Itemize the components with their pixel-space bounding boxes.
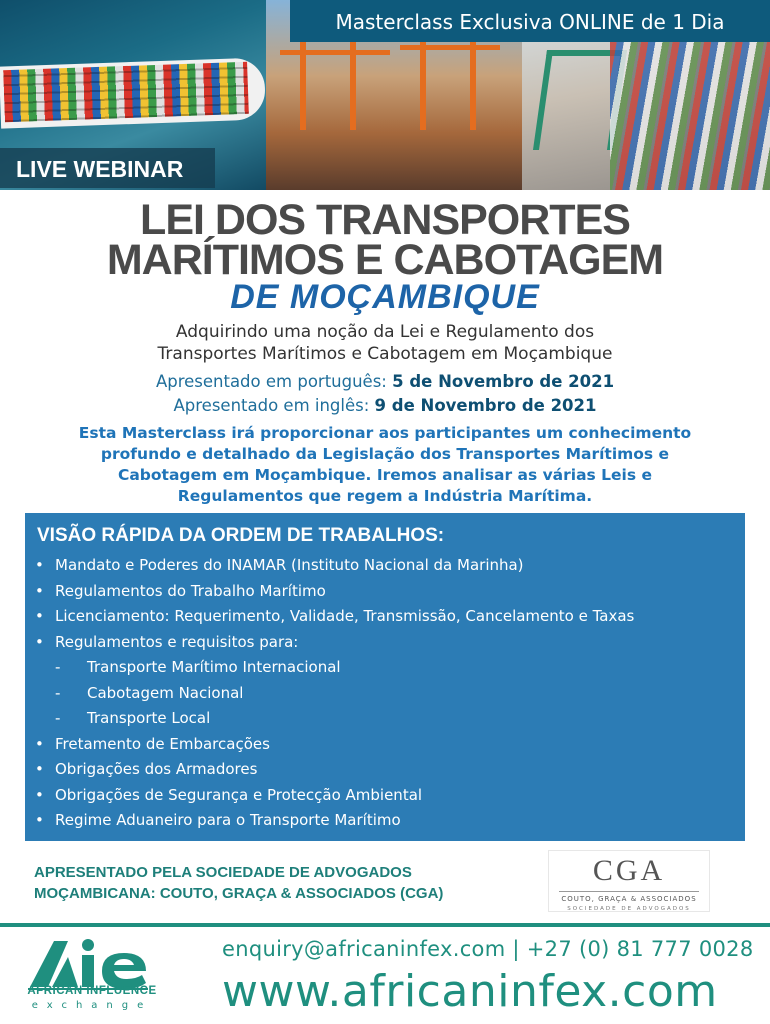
agenda-subitem: - Cabotagem Nacional bbox=[35, 681, 745, 707]
agenda-item: • Regulamentos e requisitos para: bbox=[35, 630, 745, 656]
footer-divider bbox=[0, 923, 770, 927]
website-link[interactable]: www.africaninfex.com bbox=[222, 966, 718, 1017]
agenda-item: • Obrigações dos Armadores bbox=[35, 757, 745, 783]
crane-boom bbox=[400, 45, 500, 50]
contact-info[interactable]: enquiry@africaninfex.com | +27 (0) 81 777 0028 bbox=[222, 937, 754, 961]
agenda-item: • Regulamentos do Trabalho Marítimo bbox=[35, 579, 745, 605]
agenda-item: • Obrigações de Segurança e Protecção Ambiental bbox=[35, 783, 745, 809]
aie-logo-icon bbox=[22, 935, 162, 990]
date-portuguese bbox=[0, 372, 770, 391]
container-stacks bbox=[610, 40, 770, 190]
masterclass-banner: Masterclass Exclusiva ONLINE de 1 Dia bbox=[290, 0, 770, 42]
main-title-line2: MARÍTIMOS E CABOTAGEM bbox=[106, 236, 664, 284]
presenter-credit bbox=[34, 862, 504, 904]
date-english-label: Apresentado em inglês: bbox=[173, 396, 370, 415]
main-title-line1: LEI DOS TRANSPORTES bbox=[140, 196, 630, 244]
agenda-subitem: - Transporte Marítimo Internacional bbox=[35, 655, 745, 681]
intro-line1: Adquirindo uma noção da Lei e Regulamento dos bbox=[175, 322, 595, 342]
aie-logo-sub: exchange bbox=[31, 1000, 153, 1011]
agenda-box bbox=[25, 513, 745, 841]
presenter-line2: MOÇAMBICANA: COUTO, GRAÇA & ASSOCIADOS (CGA) bbox=[34, 885, 444, 902]
agenda-item: • Regime Aduaneiro para o Transporte Marítimo bbox=[35, 808, 745, 834]
date-english bbox=[0, 396, 770, 415]
agenda-list bbox=[35, 553, 745, 834]
agenda-item: • Licenciamento: Requerimento, Validade, Transmissão, Cancelamento e Taxas bbox=[35, 604, 745, 630]
crane-mast bbox=[300, 30, 306, 130]
course-description: Esta Masterclass irá proporcionar aos participantes um conhecimento profundo e detalhado da Legislação dos Transportes Marítimos e Cabotagem em Moçambique. Iremos analisar as várias Leis e Regulamentos que regem a Indústria Marítima. bbox=[78, 424, 692, 505]
intro-line2: Transportes Marítimos e Cabotagem em Moçambique bbox=[157, 344, 613, 364]
agenda-subitem: - Transporte Local bbox=[35, 706, 745, 732]
ship-containers bbox=[3, 62, 249, 122]
crane-boom bbox=[280, 50, 390, 55]
hero-banner bbox=[0, 0, 770, 190]
agenda-title: VISÃO RÁPIDA DA ORDEM DE TRABALHOS: bbox=[37, 525, 445, 546]
date-english-value: 9 de Novembro de 2021 bbox=[374, 396, 597, 415]
date-portuguese-label: Apresentado em português: bbox=[155, 372, 387, 391]
cga-logo-name: COUTO, GRAÇA & ASSOCIADOS bbox=[559, 891, 699, 903]
date-portuguese-value: 5 de Novembro de 2021 bbox=[392, 372, 615, 391]
cga-logo-tagline: SOCIEDADE DE ADVOGADOS bbox=[567, 906, 691, 912]
agenda-item: • Mandato e Poderes do INAMAR (Instituto Nacional da Marinha) bbox=[35, 553, 745, 579]
presenter-line1: APRESENTADO PELA SOCIEDADE DE ADVOGADOS bbox=[34, 864, 412, 881]
agenda-item: • Fretamento de Embarcações bbox=[35, 732, 745, 758]
cga-logo bbox=[548, 850, 710, 912]
main-title-subtitle: DE MOÇAMBIQUE bbox=[230, 278, 540, 316]
live-webinar-badge: LIVE WEBINAR bbox=[0, 148, 215, 188]
aie-logo-name: AFRICAN INFLUENCE bbox=[27, 985, 157, 997]
cga-logo-mark: CGA bbox=[592, 854, 666, 887]
